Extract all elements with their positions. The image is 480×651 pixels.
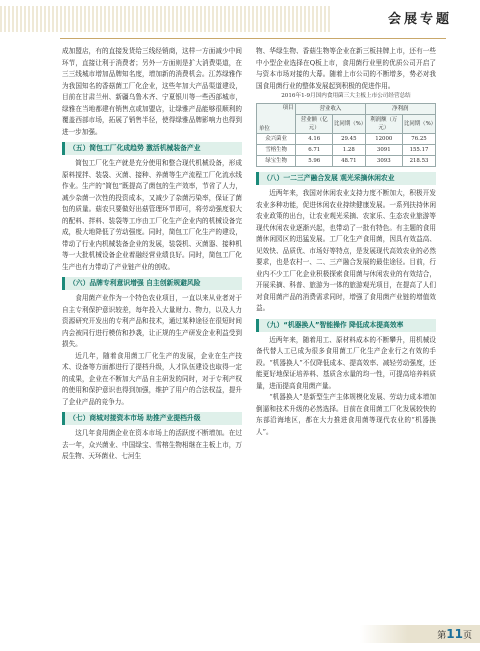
paragraph: 简包工厂化生产就是充分使用和整合现代机械设备，形成原料搅拌、装袋、灭菌、接种、养菌等生产流程工厂化流水线作业。生产的“简包”既提高了菌包的生产效率，节省了人力，减少杂菌一次性的投资成本，又减少了杂菌污染率，保证了菌包的质量。菇农只要做好出菇管理环节即可，将劳动强度很大的配料、拌料、装袋等工序由工厂化生产企业内的机械设备完成，极大地降低了劳动强度。同时，简包工厂化生产的建设，带动了行业内机械装备企业的发展，装袋机、灭菌器、接种机等一大批机械设备企业着融经营业绩良好。同时，简包工厂化生产也有力带动了产业链产业的创收。	[62, 159, 242, 271]
table-group-header: 营业收入	[296, 104, 365, 115]
section-heading: （五）简包工厂化成趋势 激活机械装备产业	[62, 142, 242, 155]
table-row	[257, 145, 436, 156]
paragraph: 物、华绿生物、香菇生物等企业在新三板挂牌上市，还有一些中小型企业选择在Q板上市，食用菌行业里的优质公司开启了与资本市场对接的大幕。随着上市公司的不断增多，势必对我国食用菌行业的整体发展起到积极的促进作用。	[256, 47, 436, 90]
section-heading: （七）商城对接资本市场 助推产业提档升级	[62, 412, 242, 425]
paragraph: 近两年来，我国对休闲农业支持力度不断加大，积极开发农业多种功能，促进休闲农业持续健康发展。一系列扶持休闲农业政策的出台，让农业观光采摘、农家乐、生态农业旅游等现代休闲农业逐渐兴起，也带动了一批有特色。有主题的食用菌休闲园区的迅猛发展。工厂化生产食用菌，因具有效益高、见效快、品质优、市场好等特点，是发展现代高效农业的必然要求，也是农村一、二、三产融合发展的最佳途径。目前，行业内不少工厂化企业积极探索食用菌与休闲农业的有效结合，开展采摘、科普、旅游为一体的旅游观光项目，在提高了人们对食用菌产品的消费需求同时，增强了食用菌产业链的增值效益。	[256, 189, 436, 312]
table-col-header: 比同期（%）	[333, 115, 366, 134]
table-row	[257, 134, 436, 145]
table-corner-cell	[257, 104, 296, 134]
table-col-header: 比同期（%）	[403, 115, 436, 134]
table-cell: 绿宝生物	[257, 156, 296, 167]
page-number	[437, 627, 472, 641]
page-num: 11	[446, 627, 463, 641]
table-cell: 6.71	[296, 145, 333, 156]
section-heading: （八）一二三产融合发展 观光采摘休闲农业	[256, 172, 436, 185]
section-heading: （六）品牌专利意识增强 自主创新规避风险	[62, 277, 242, 290]
page-suffix: 页	[462, 631, 472, 641]
table-caption: 2016年1-9月国内食用菌三大主板上市公司经营总结	[281, 93, 411, 99]
table-cell: 4.16	[296, 134, 333, 145]
paragraph: 成加盟店，有的直接发货给三线经销商，这样一方面减少中间环节，直接让利于消费者；另外一方面则是扩大消费渠道，在三三线城市增加品牌知名度，增加新的消费机会。江苏绿雅作为我国知名的香菇菌工厂化企业，这些年加大产品渠道建设，目前在甘肃兰州、新疆乌鲁木齐、宁夏银川等一些西部城市，绿雅在当地都建有销售点或加盟店，让绿雅产品能够很顺利的覆盖西部市场，拓展了销售半径，使得绿雅品牌影响力也得到进一步加强。	[62, 47, 242, 136]
table-cell: 1.28	[333, 145, 366, 156]
table-cell: 3091	[365, 145, 402, 156]
right-column	[256, 46, 436, 438]
section-title: 会展专题	[387, 12, 452, 27]
table-cell: 218.53	[403, 156, 436, 167]
table-cell: 众兴菌业	[257, 134, 296, 145]
paragraph: 近几年，随着食用菌工厂化生产的发展，企业在生产技术、设备等方面都进行了提档升级，人才队伍建设也取得一定的成果，企业在不断加大产品自主研发的同时，对于专利产权的使用和保护意识也得到加强，维护了用户的合法权益，提升了企业产品的竞争力。	[62, 351, 242, 406]
page-header	[0, 0, 480, 38]
paragraph: “机器换人”是新型生产主体规模化发展、劳动力成本增加倒逼和技术升级的必然选择。目前在食用菌工厂化发展较快的东部沿海地区，都在大力推进食用菌等现代农业的“机器换人”。	[256, 393, 436, 436]
paragraph: 近两年来，随着用工、原材料成本的不断攀升，用机械设备代替人工已成为很多食用菌工厂化生产企业行之有效的手段。“机器换人”不仅降低成本、提高效率、减轻劳动强度，还能更好地保证培养料、基质含水量的均一性，可提高培养料质量，进而提高食用菌产量。	[256, 335, 436, 390]
table-cell: 76.25	[403, 134, 436, 145]
table-cell: 5.96	[296, 156, 333, 167]
header-rule	[60, 38, 446, 39]
table-row	[257, 156, 436, 167]
paragraph: 食用菌产业作为一个特色农业项目，一直以来从业者对于自主专利保护意识较差，每年投入大量财力、物力，以及人力资源研究开发出的专利产品和技术，通过某种途径在很短时间内会被同行进行模仿和抄袭，让正规的生产研发企业利益受到损失。	[62, 294, 242, 348]
table-cell: 3093	[365, 156, 402, 167]
section-heading: （九）“机器换人”智能操作 降低成本提高效率	[256, 319, 436, 332]
table-cell: 155.17	[403, 145, 436, 156]
left-column	[62, 46, 242, 463]
table-cell: 29.45	[333, 134, 366, 145]
table-cell: 12000	[365, 134, 402, 145]
table-col-header: 利润额（万元）	[365, 115, 402, 134]
corner-row-label: 单位	[259, 126, 270, 132]
corner-col-label: 项目	[282, 105, 294, 111]
page-footer	[360, 625, 480, 643]
paragraph: 这几年食用菌企业在资本市场上的活跃度不断增加。在过去一年，众兴菌业、中国绿宝、雪榕生物相继在主板上市，万辰生物、天环菌业、七河生	[62, 429, 242, 460]
table-col-header: 营业额（亿元）	[296, 115, 333, 134]
data-table	[256, 103, 436, 167]
table-group-header: 净利润	[365, 104, 435, 115]
header-stripe	[0, 6, 330, 32]
table-cell: 雪榕生物	[257, 145, 296, 156]
page-prefix: 第	[437, 631, 447, 641]
table-cell: 48.71	[333, 156, 366, 167]
